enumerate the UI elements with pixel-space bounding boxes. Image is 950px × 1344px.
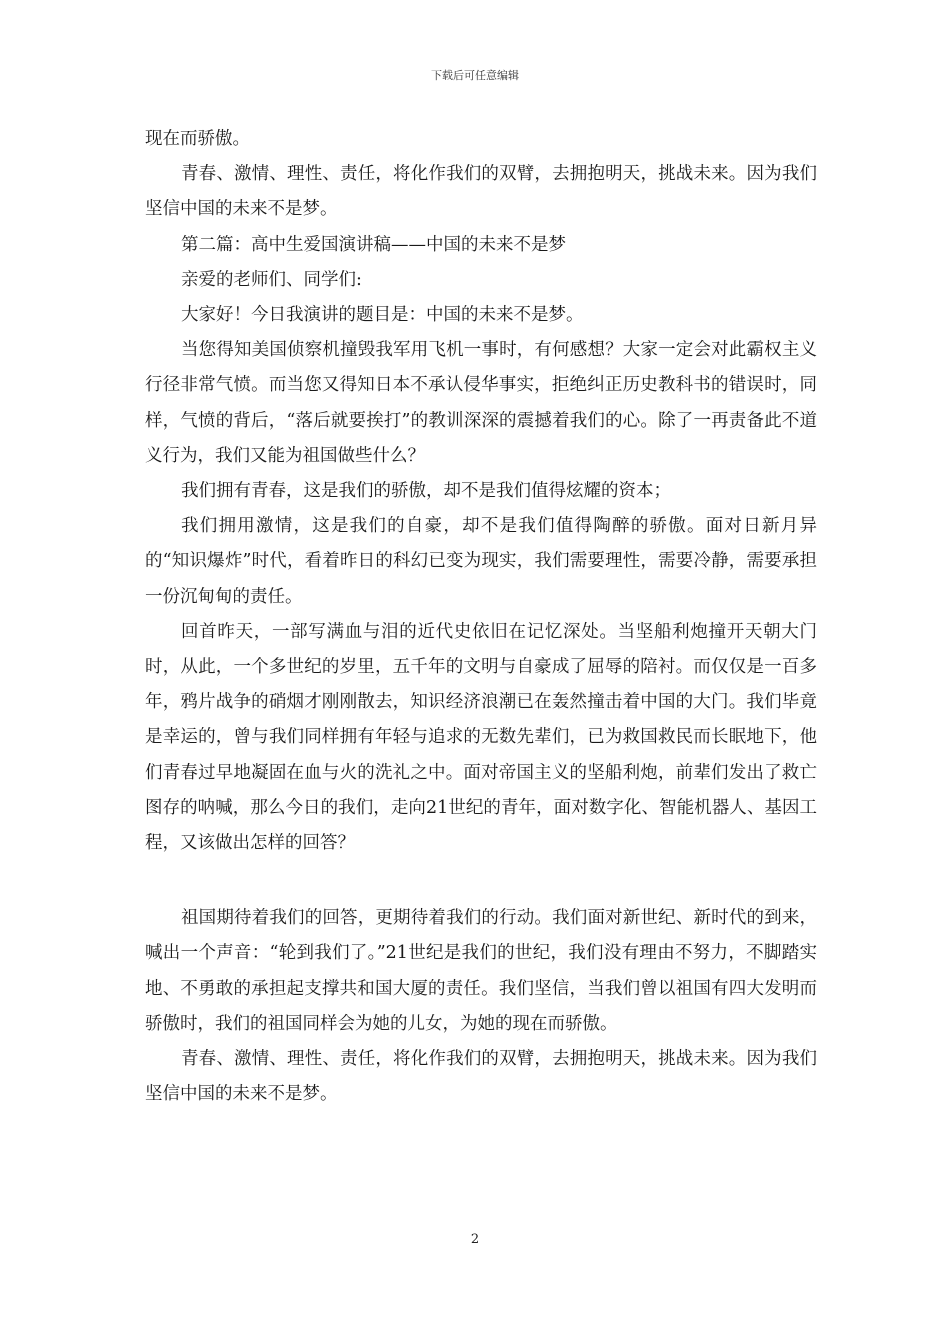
paragraph: 大家好！今日我演讲的题目是：中国的未来不是梦。	[181, 305, 584, 326]
paragraph-gap	[145, 861, 817, 901]
paragraph: 当您得知美国侦察机撞毁我军用飞机一事时，有何感想？大家一定会对此霸权主义行径非常气愤。而当您又得知日本不承认侵华事实，拒绝纠正历史教科书的错误时，同样，气愤的背后，“落后就要挨打”的教训深深的震撼着我们的心。除了一再责备此不道义行为，我们又能为祖国做些什么？	[145, 340, 817, 466]
paragraph: 我们拥有青春，这是我们的骄傲，却不是我们值得炫耀的资本；	[181, 481, 671, 502]
paragraph: 我们拥用激情，这是我们的自豪，却不是我们值得陶醉的骄傲。面对日新月异的“知识爆炸”时代，看着昨日的科幻已变为现实，我们需要理性，需要冷静，需要承担一份沉甸甸的责任。	[145, 516, 817, 607]
page-number: 2	[470, 1232, 480, 1247]
paragraph: 青春、激情、理性、责任，将化作我们的双臂，去拥抱明天，挑战未来。因为我们坚信中国的未来不是梦。	[145, 1049, 817, 1105]
paragraph: 现在而骄傲。	[145, 129, 250, 149]
paragraph: 回首昨天，一部写满血与泪的近代史依旧在记忆深处。当坚船利炮撞开天朝大门时，从此，一个多世纪的岁里，五千年的文明与自豪成了屈辱的陪衬。而仅仅是一百多年，鸦片战争的硝烟才刚刚散去，知识经济浪潮已在轰然撞击着中国的大门。我们毕竟是幸运的，曾与我们同样拥有年轻与追求的无数先辈们，已为救国救民而长眠地下，他们青春过早地凝固在血与火的洗礼之中。面对帝国主义的坚船利炮，前辈们发出了救亡图存的呐喊，那么今日的我们，走向21世纪的青年，面对数字化、智能机器人、基因工程，又该做出怎样的回答？	[145, 621, 817, 854]
document-body	[145, 122, 817, 1112]
section-title: 第二篇：高中生爱国演讲稿——中国的未来不是梦	[181, 234, 566, 255]
paragraph: 青春、激情、理性、责任，将化作我们的双臂，去拥抱明天，挑战未来。因为我们坚信中国的未来不是梦。	[145, 164, 817, 220]
page-header: 下载后可任意编辑	[431, 69, 519, 82]
salutation: 亲爱的老师们、同学们:	[181, 269, 362, 290]
paragraph: 祖国期待着我们的回答，更期待着我们的行动。我们面对新世纪、新时代的到来，喊出一个声音：“轮到我们了。”21世纪是我们的世纪，我们没有理由不努力，不脚踏实地、不勇敢的承担起支撑共和国大厦的责任。我们坚信，当我们曾以祖国有四大发明而骄傲时，我们的祖国同样会为她的儿女，为她的现在而骄傲。	[145, 908, 817, 1034]
